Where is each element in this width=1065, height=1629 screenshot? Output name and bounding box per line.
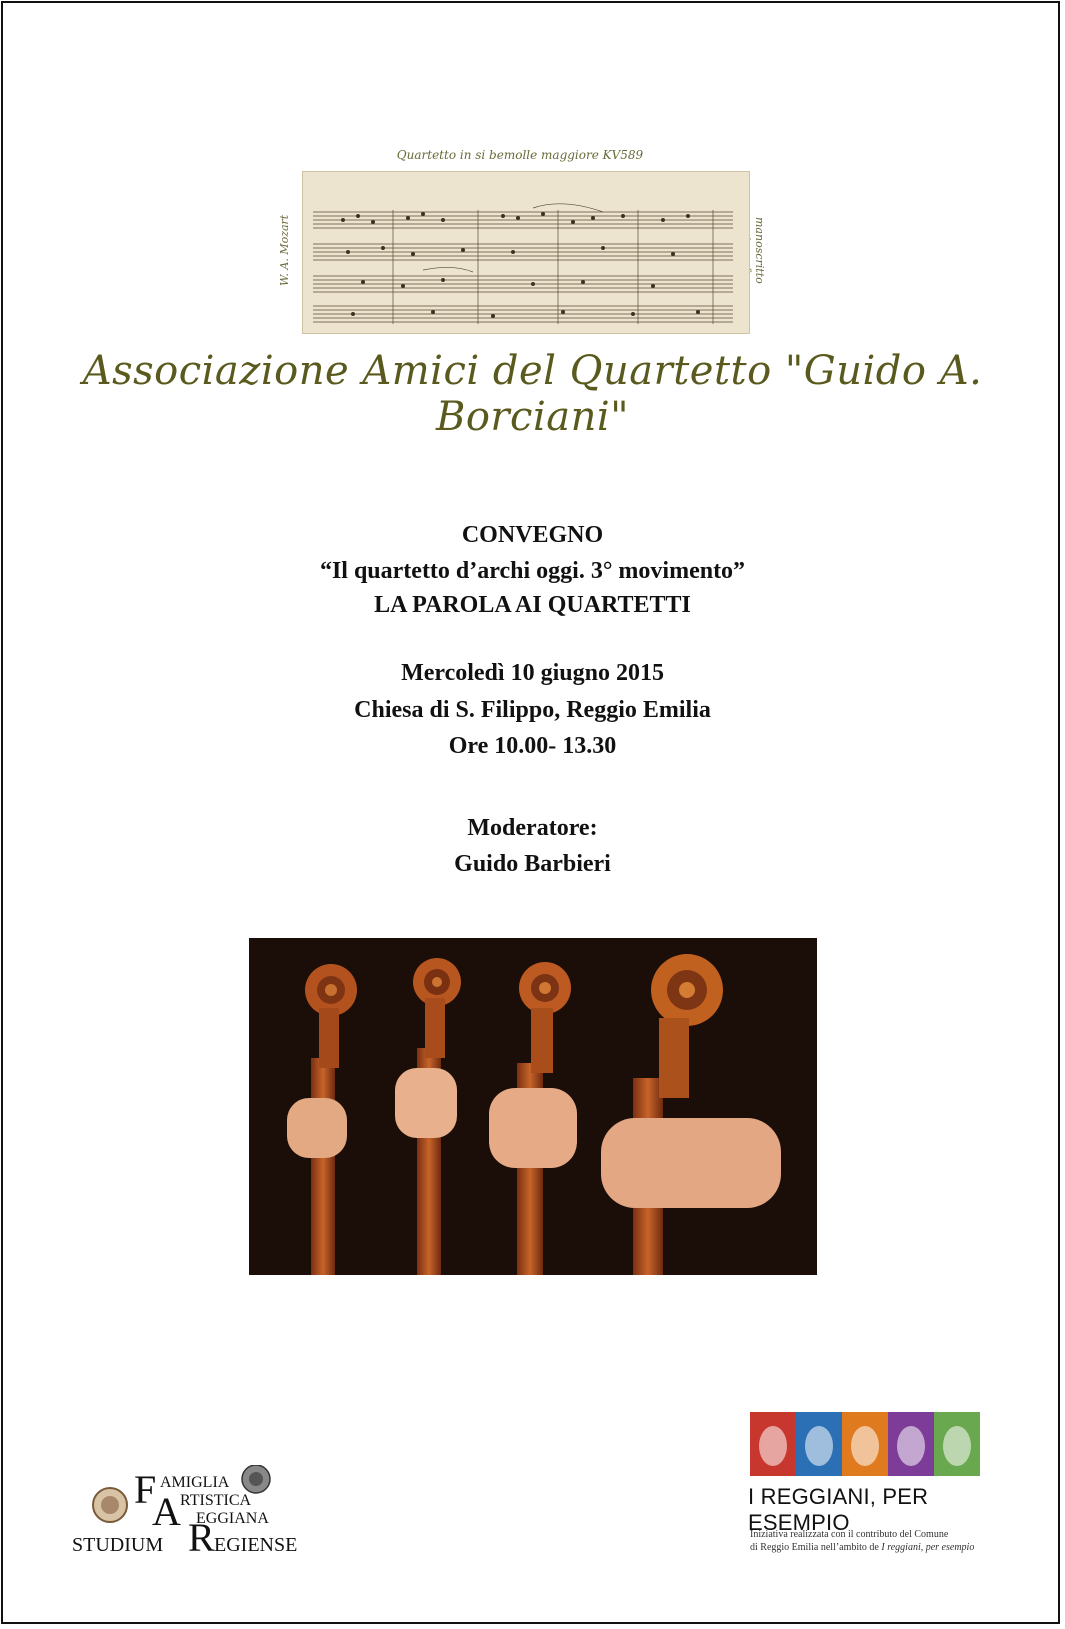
manuscript-caption: Quartetto in si bemolle maggiore KV589 [396,148,644,162]
event-date: Mercoledì 10 giugno 2015 [401,660,664,686]
event-type: CONVEGNO [461,522,604,548]
far-logo-graphic [72,1465,302,1555]
violin-scrolls-graphic [249,938,817,1275]
logo-line1: AMIGLIA [160,1474,230,1491]
sponsor-note [750,1528,1010,1554]
sponsor-note-prefix: di Reggio Emilia nell’ambito de [750,1542,882,1553]
staff-1 [313,212,733,228]
moderator-label: Moderatore: [467,815,598,841]
event-time: Ore 10.00- 13.30 [448,733,617,759]
staff-3 [313,276,733,292]
staff-4 [313,306,733,322]
moderator-name: Guido Barbieri [454,851,611,877]
sponsor-note-line2 [750,1541,1010,1554]
manuscript-side-left: W. A. Mozart [278,214,291,286]
logo-studium: STUDIUM [72,1534,164,1555]
logo-line2: RTISTICA [180,1492,252,1509]
logo-big-f: F [134,1467,157,1512]
manuscript-image [302,171,750,334]
instruments-photo [249,938,817,1275]
faces-graphic [750,1412,980,1476]
logo-line3: EGGIANA [196,1510,269,1527]
music-score-graphic [303,172,749,333]
association-title: Associazione Amici del Quartetto "Guido A. Borciani" [82,348,983,440]
logo-big-a: A [152,1489,181,1534]
event-subtitle: “Il quartetto d’archi oggi. 3° movimento” [319,558,746,584]
sponsor-note-italic: I reggiani, per esempio [881,1542,975,1553]
famiglia-artistica-logo [72,1465,302,1555]
logo-big-r: R [188,1515,215,1555]
manuscript-side-right: manoscritto [753,216,766,284]
reggiani-faces-logo [750,1412,980,1476]
sponsor-note-line1: Iniziativa realizzata con il contributo del Comune [750,1529,949,1540]
event-theme: LA PAROLA AI QUARTETTI [374,592,691,618]
event-venue: Chiesa di S. Filippo, Reggio Emilia [354,697,711,723]
logo-egiense: EGIENSE [214,1534,298,1555]
reggiani-title: I REGGIANI, PER ESEMPIO [748,1484,929,1535]
staff-2 [313,244,733,260]
